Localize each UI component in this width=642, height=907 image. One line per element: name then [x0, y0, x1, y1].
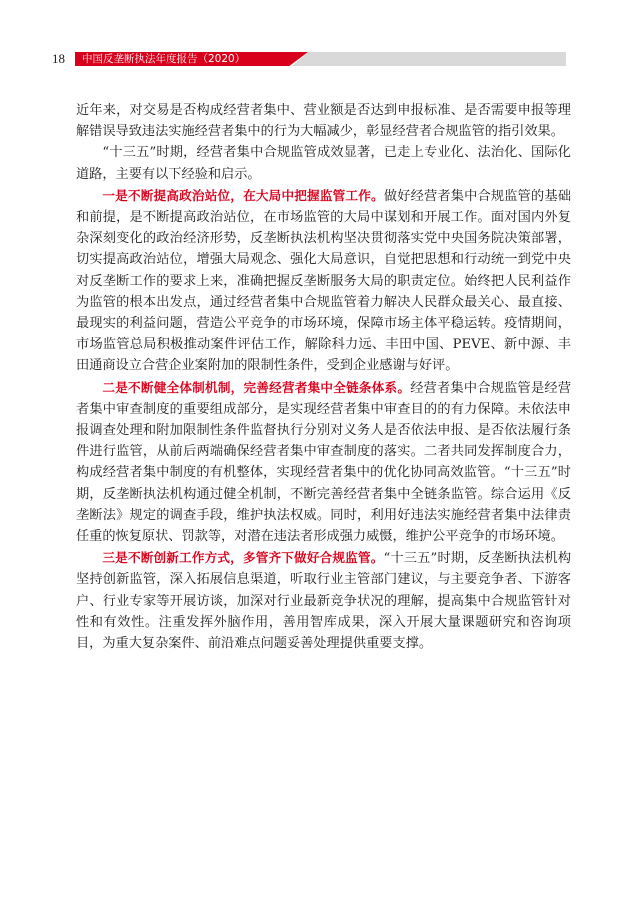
report-title: 中国反垄断执法年度报告（2020）: [82, 53, 246, 65]
running-header: [52, 50, 566, 68]
point-three-heading: 三是不断创新工作方式，多管齐下做好合规监管。: [102, 550, 384, 566]
body-text: [76, 100, 571, 654]
point-two-heading: 二是不断健全体制机制，完善经营者集中全链条体系。: [102, 379, 411, 395]
point-one-heading: 一是不断提高政治站位，在大局中把握监管工作。: [102, 187, 384, 203]
paragraph-continued: 近年来，对交易是否构成经营者集中、营业额是否达到申报标准、是否需要申报等理解错误导致违法实施经营者集中的行为大幅减少，彰显经营者合规监管的指引效果。: [76, 103, 571, 140]
paragraph-point-two: [76, 377, 571, 548]
paragraph-point-three: [76, 547, 571, 654]
paragraph-summary: “十三五”时期，经营者集中合规监管成效显著，已走上专业化、法治化、国际化道路，主要有以下经验和启示。: [76, 145, 571, 182]
point-one-text: 做好经营者集中合规监管的基础和前提，是不断提高政治站位，在市场监管的大局中谋划和开展工作。面对国内外复杂深刻变化的政治经济形势，反垄断执法机构坚决贯彻落实党中央国务院决策部署，切实提高政治站位，增强大局观念、强化大局意识，自觉把思想和行动统一到党中央对反垄断工作的要求上来，准确把握反垄断服务大局的职责定位。始终把人民利益作为监管的根本出发点，通过经营者集中合规监管着力解决人民群众最关心、最直接、最现实的利益问题，营造公平竞争的市场环境，保障市场主体平稳运转。疫情期间，市场监管总局积极推动案件评估工作，解除科力远、丰田中国、PEVE、新中源、丰田通商设立合营企业案附加的限制性条件，受到企业感谢与好评。: [76, 188, 572, 374]
page-number: 18: [52, 51, 65, 66]
point-two-text: 经营者集中合规监管是经营者集中审查制度的重要组成部分，是实现经营者集中审查目的的有力保障。未依法申报调查处理和附加限制性条件监督执行分别对义务人是否依法申报、是否依法履行条件进行监管，从前后两端确保经营者集中审查制度的落实。二者共同发挥制度合力，构成经营者集中制度的有机整体，实现经营者集中的优化协同高效监管。“十三五”时期，反垄断执法机构通过健全机制，不断完善经营者集中全链条监管。综合运用《反垄断法》规定的调查手段，维护执法权威。同时，利用好违法实施经营者集中法律责任重的恢复原状、罚款等，对潜在违法者形成强力威慑，维护公平竞争的市场环境。: [76, 380, 572, 545]
paragraph-point-one: [76, 185, 571, 377]
header-gray-bar: [292, 52, 566, 66]
point-three-text: “十三五”时期，反垄断执法机构坚持创新监管，深入拓展信息渠道，听取行业主管部门建议，与主要竞争者、下游客户、行业专家等开展访谈，加深对行业最新竞争状况的理解，提高集中合规监管针对性和有效性。注重发挥外脑作用，善用智库成果，深入开展大量课题研究和咨询项目，为重大复杂案件、前沿难点问题妥善处理提供重要支撑。: [76, 551, 572, 652]
